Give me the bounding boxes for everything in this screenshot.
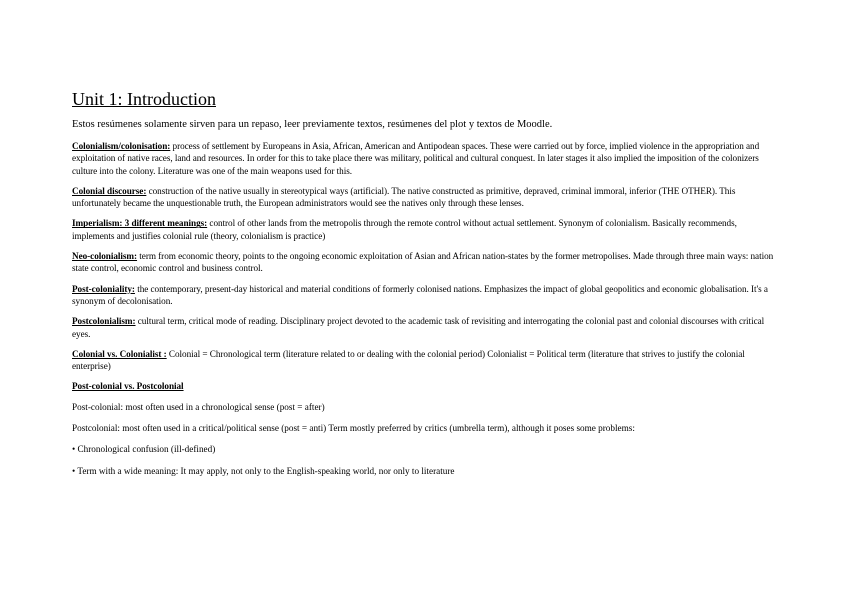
entry-term: Postcolonialism: (72, 316, 136, 327)
entry-definition: cultural term, critical mode of reading. Disciplinary project devoted to the academic task of revisiting and interrogating the colonial past and colonial discourses with critical eyes. (72, 316, 765, 339)
entry-term: Post-coloniality: (72, 283, 135, 294)
entry-definition: Colonial = Chronological term (literature related to or dealing with the colonial period) Colonialist = Political term (literature that strives to justify the colonial enterprise) (72, 348, 745, 372)
entry-definition: construction of the native usually in stereotypical ways (artificial). The native constructed as primitive, depraved, criminal immoral, inferior (THE OTHER). This unfortunately became the unquestionable truth, the European administrators would see the natives only through these lenses. (72, 185, 736, 209)
bullet-chronological-confusion: • Chronological confusion (ill-defined) (72, 444, 216, 455)
entry-colonialism (72, 140, 780, 177)
entry-imperialism (72, 217, 780, 242)
entry-postcolonialism (72, 315, 780, 340)
entry-term: Imperialism: 3 different meanings: (72, 218, 208, 229)
entry-definition: term from economic theory, points to the ongoing economic exploitation of Asian and African nation-states by the former metropolises. Made through three main ways: nation state control, economic control and business control. (72, 251, 774, 274)
entry-post-coloniality (72, 283, 780, 308)
entry-definition: process of settlement by Europeans in Asia, African, American and Antipodean spaces. These were carried out by force, implied violence in the appropriation and exploitation of native races, land and resources. In order for this to take place there was military, political and cultural conquest. In later stages it also implied the imposition of the colonizers culture into the colony. Literature was one of the main weapons used for this. (72, 141, 760, 176)
line-postcolonial: Postcolonial: most often used in a critical/political sense (post = anti) Term mostly preferred by critics (umbrella term), although it poses some problems: (72, 423, 635, 434)
entry-term: Neo-colonialism: (72, 251, 138, 262)
bullet-wide-meaning: • Term with a wide meaning: It may apply, not only to the English-speaking world, nor only to literature (72, 465, 455, 476)
page-title: Unit 1: Introduction (72, 89, 216, 109)
entry-colonial-vs-colonialist (72, 348, 780, 373)
section-heading-text: Post-colonial vs. Postcolonial (72, 381, 184, 392)
intro-paragraph: Estos resúmenes solamente sirven para un repaso, leer previamente textos, resúmenes del plot y textos de Moodle. (72, 119, 553, 130)
document-body (72, 88, 780, 486)
entry-definition: the contemporary, present-day historical and material conditions of formerly colonised nations. Emphasizes the impact of global geopolitics and economic globalisation. It's a synonym of decolonisation. (72, 283, 768, 306)
entry-colonial-discourse (72, 185, 780, 210)
entry-neo-colonialism (72, 250, 780, 275)
entry-term: Colonial vs. Colonialist : (72, 348, 167, 359)
entry-term: Colonial discourse: (72, 185, 147, 196)
section-heading (72, 380, 780, 392)
line-post-colonial: Post-colonial: most often used in a chronological sense (post = after) (72, 401, 325, 412)
entry-term: Colonialism/colonisation: (72, 141, 171, 151)
entry-definition: control of other lands from the metropolis through the remote control without actual settlement. Synonym of colonialism. Basically recommends, implements and justifies colonial rule (theory, colonialism is practice) (72, 218, 737, 241)
